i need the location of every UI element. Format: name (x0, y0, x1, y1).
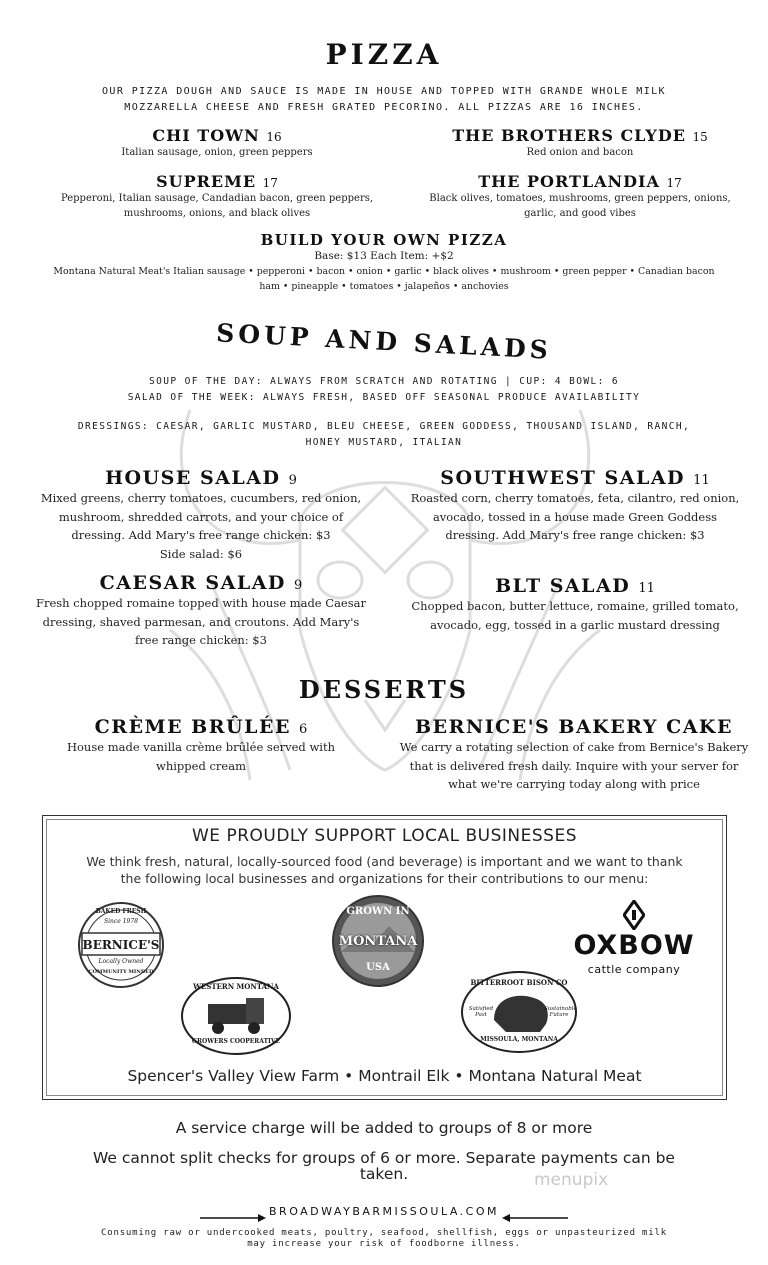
dish-price: 6 (299, 722, 308, 737)
dish-name: THE BROTHERS CLYDE (452, 126, 686, 145)
dressings-line: DRESSINGS: CAESAR, GARLIC MUSTARD, BLEU CHEESE, GREEN GODDESS, THOUSAND ISLAND, RANCH, (77, 421, 691, 432)
soup-of-the-day: SOUP OF THE DAY: ALWAYS FROM SCRATCH AND ROTATING | CUP: 4 BOWL: 6 (149, 376, 619, 387)
build-your-own-pizza (0, 231, 768, 294)
dish-description: dressing. Add Mary's free range chicken: $3 (71, 528, 331, 542)
dish-description: whipped cream (156, 758, 246, 773)
salad-item (400, 575, 750, 634)
logo-text: COMMUNITY MINDED (88, 969, 154, 975)
dish-name: CHI TOWN (152, 126, 260, 145)
dish-name: THE PORTLANDIA (478, 172, 660, 191)
soup-salads-title: SOUP AND SALADS (215, 318, 553, 365)
local-businesses-title: WE PROUDLY SUPPORT LOCAL BUSINESSES (191, 826, 578, 846)
bernices-logo (76, 900, 166, 990)
dish-description: avocado, egg, tossed in a garlic mustard dressing (430, 617, 720, 632)
soup-salads-info (0, 374, 768, 405)
dish-price: 16 (266, 130, 282, 144)
build-toppings: Montana Natural Meat's Italian sausage • pepperoni • bacon • onion • garlic • black olives • mushroom • green pepper • Canadian bacon (53, 266, 715, 277)
dish-description: Side salad: $6 (159, 546, 243, 561)
dessert-item (392, 716, 756, 794)
western-montana-growers-logo (180, 976, 292, 1056)
logo-text: BERNICE'S (82, 938, 160, 952)
logo-text: Satisfied Past (468, 1006, 494, 1018)
grown-in-montana-logo (331, 894, 425, 988)
local-text-line: the following local businesses and organizations for their contributions to our menu: (120, 871, 649, 886)
pizza-item (425, 172, 735, 221)
dish-price: 15 (692, 130, 708, 144)
dish-name: BUILD YOUR OWN PIZZA (260, 231, 508, 249)
logo-text: GROWN IN (346, 906, 410, 917)
logo-text: BAKED FRESH (95, 908, 147, 915)
dish-description: dressing. Add Mary's free range chicken: $3 (445, 528, 705, 542)
dish-name: BERNICE'S BAKERY CAKE (415, 716, 733, 738)
dish-price: 9 (288, 473, 297, 488)
menupix-watermark: menupix (534, 1170, 609, 1190)
build-base-price: Base: $13 Each Item: +$2 (314, 250, 454, 262)
disclaimer-line: may increase your risk of foodborne illness. (247, 1239, 521, 1249)
logo-text: OXBOW (573, 930, 695, 961)
dish-description: Roasted corn, cherry tomatoes, feta, cilantro, red onion, (410, 491, 740, 505)
dish-name: SUPREME (156, 172, 257, 191)
split-check-line: taken. (359, 1165, 409, 1183)
pizza-title: PIZZA (325, 38, 443, 71)
dish-price: 9 (294, 578, 303, 593)
pizza-item (80, 126, 354, 160)
dish-description: Italian sausage, onion, green peppers (121, 147, 313, 158)
pizza-intro (0, 84, 768, 115)
dessert-item (20, 716, 382, 775)
dish-price: 11 (638, 581, 655, 596)
health-disclaimer (0, 1228, 768, 1250)
dressings-line: HONEY MUSTARD, ITALIAN (305, 436, 463, 448)
split-check-notice (0, 1150, 768, 1182)
pizza-intro-line: MOZZARELLA CHEESE AND FRESH GRATED PECORINO. ALL PIZZAS ARE 16 INCHES. (124, 101, 644, 113)
dish-description: Red onion and bacon (526, 147, 634, 158)
salad-item (20, 572, 382, 650)
dish-description: free range chicken: $3 (135, 633, 267, 647)
pizza-item (440, 126, 720, 160)
bitterroot-bison-logo (460, 970, 578, 1054)
logo-text: WESTERN MONTANA (193, 982, 279, 991)
dish-description: Fresh chopped romaine topped with house made Caesar (36, 596, 366, 610)
dish-description: garlic, and good vibes (524, 208, 636, 219)
website-link[interactable]: BROADWAYBARMISSOULA.COM (269, 1205, 499, 1218)
logo-text: Sustainable Future (544, 1006, 577, 1018)
pizza-item (50, 172, 384, 221)
logo-text: MONTANA (338, 934, 418, 949)
arrow-icon (500, 1208, 568, 1218)
dish-name: CRÈME BRÛLÉE (94, 716, 291, 738)
salad-item (400, 467, 750, 545)
logo-text: BITTERROOT BISON CO (470, 978, 568, 987)
desserts-title: DESSERTS (298, 675, 470, 704)
dish-name: CAESAR SALAD (99, 572, 286, 594)
logo-text: USA (366, 962, 390, 973)
dish-price: 17 (666, 176, 682, 190)
salad-item (20, 467, 382, 563)
dish-description: dressing, shaved parmesan, and croutons. Add Mary's (42, 614, 360, 629)
salad-of-the-week: SALAD OF THE WEEK: ALWAYS FRESH, BASED OFF SEASONAL PRODUCE AVAILABILITY (127, 391, 641, 403)
local-businesses-footer: Spencer's Valley View Farm • Montrail Elk • Montana Natural Meat (127, 1067, 642, 1085)
build-toppings: ham • pineapple • tomatoes • jalapeños • anchovies (259, 281, 509, 292)
logo-text: cattle company (587, 963, 681, 976)
dish-description: Chopped bacon, butter lettuce, romaine, grilled tomato, (411, 599, 739, 613)
pizza-intro-line: OUR PIZZA DOUGH AND SAUCE IS MADE IN HOUSE AND TOPPED WITH GRANDE WHOLE MILK (102, 86, 666, 97)
local-text-line: We think fresh, natural, locally-sourced food (and beverage) is important and we want to thank (86, 854, 683, 869)
dish-description: Black olives, tomatoes, mushrooms, green peppers, onions, (429, 193, 731, 204)
dish-description: Mixed greens, cherry tomatoes, cucumbers, red onion, (40, 491, 362, 505)
disclaimer-line: Consuming raw or undercooked meats, poultry, seafood, shellfish, eggs or unpasteurized milk (101, 1228, 667, 1238)
dish-description: House made vanilla crème brûlée served with (66, 740, 335, 754)
arrow-icon (200, 1208, 268, 1218)
split-check-line: We cannot split checks for groups of 6 or more. Separate payments can be (93, 1149, 675, 1167)
dish-description: that is delivered fresh daily. Inquire with your server for (409, 758, 739, 773)
dish-description: what we're carrying today along with price (448, 777, 700, 791)
logo-text: Since 1978 (104, 918, 138, 925)
logo-text: Locally Owned (98, 958, 144, 965)
dish-name: SOUTHWEST SALAD (440, 467, 686, 489)
dish-description: mushrooms, onions, and black olives (123, 208, 311, 219)
dish-price: 11 (693, 473, 710, 488)
dish-description: Pepperoni, Italian sausage, Candadian bacon, green peppers, (60, 193, 374, 204)
dish-description: avocado, tossed in a house made Green Goddess (432, 509, 718, 524)
service-charge-notice: A service charge will be added to groups of 8 or more (175, 1119, 593, 1137)
dish-description: We carry a rotating selection of cake from Bernice's Bakery (399, 740, 749, 754)
dressings (0, 419, 768, 450)
dish-name: BLT SALAD (495, 575, 631, 597)
logo-text: GROWERS COOPERATIVE (191, 1038, 281, 1045)
dish-description: mushroom, shredded carrots, and your choice of (58, 509, 344, 524)
dish-name: HOUSE SALAD (105, 467, 281, 489)
logo-text: MISSOULA, MONTANA (480, 1036, 558, 1043)
local-businesses-text (42, 853, 727, 887)
oxbow-logo (572, 900, 696, 980)
dish-price: 17 (262, 176, 278, 190)
